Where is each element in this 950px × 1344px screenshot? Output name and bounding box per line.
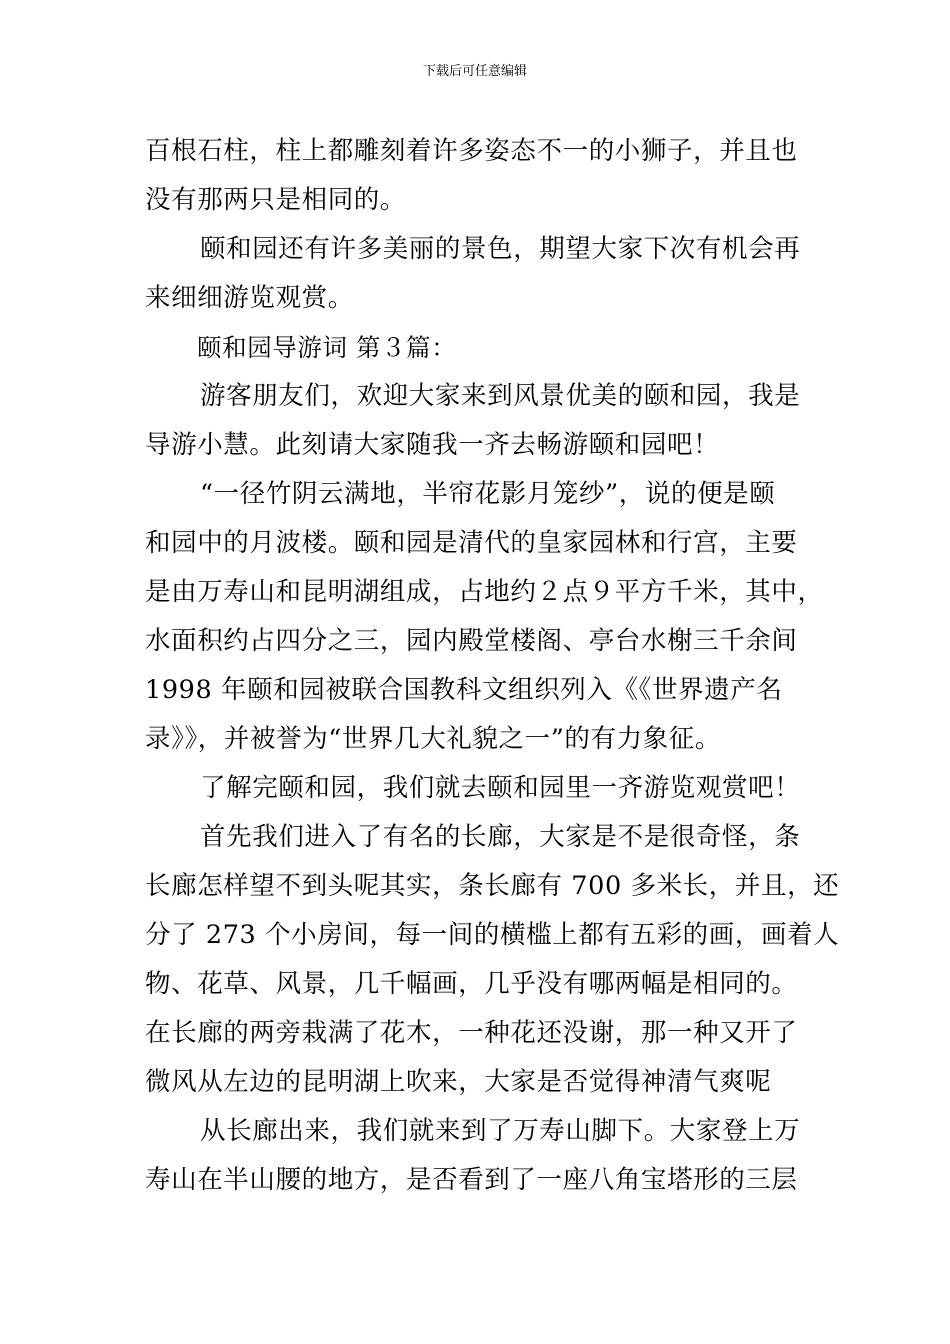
text-line: 来细细游览观赏。 [145,283,354,313]
text-line: 从长廊出来，我们就来到了万寿山脚下。大家登上万 [200,1116,801,1146]
text-line: 百根石柱，柱上都雕刻着许多姿态不一的小狮子，并且也 [145,136,798,166]
text-line: 首先我们进入了有名的长廊，大家是不是很奇怪，条 [200,822,801,852]
text-line: 导游小慧。此刻请大家随我一齐去畅游颐和园吧！ [145,430,720,460]
text-line: 没有那两只是相同的。 [145,185,407,215]
text-line: 了解完颐和园，我们就去颐和园里一齐游览观赏吧！ [200,773,801,803]
text-line: 和园中的月波楼。颐和园是清代的皇家园林和行宫，主要 [145,528,798,558]
page-header: 下载后可任意编辑 [422,64,527,79]
text-line: 物、花草、风景，几千幅画，几乎没有哪两幅是相同的。 [145,969,798,999]
text-line: 录》》，并被誉为“世界几大礼貌之一”的有力象征。 [145,724,721,754]
text-line: 在长廊的两旁栽满了花木，一种花还没谢，那一种又开了 [145,1018,798,1048]
text-line: 微风从左边的昆明湖上吹来，大家是否觉得神清气爽呢 [145,1067,772,1097]
text-line: 寿山在半山腰的地方，是否看到了一座八角宝塔形的三层 [145,1165,798,1195]
text-line: 分了 273 个小房间，每一间的横槛上都有五彩的画，画着人 [145,920,840,950]
text-line: 长廊怎样望不到头呢其实，条长廊有 700 多米长，并且，还 [145,871,840,901]
text-line: “一径竹阴云满地，半帘花影月笼纱”，说的便是颐 [200,479,776,509]
text-line: 1998 年颐和园被联合国教科文组织列入《《世界遗产名 [145,675,783,705]
text-line: 是由万寿山和昆明湖组成，占地约２点９平方千米，其中， [145,577,824,607]
text-line: 颐和园还有许多美丽的景色，期望大家下次有机会再 [200,234,801,264]
text-line: 游客朋友们，欢迎大家来到风景优美的颐和园，我是 [200,381,801,411]
section-heading: 颐和园导游词 第３篇： [197,333,457,362]
document-body [145,127,840,1205]
text-line: 水面积约占四分之三，园内殿堂楼阁、亭台水榭三千余间 [145,626,798,656]
